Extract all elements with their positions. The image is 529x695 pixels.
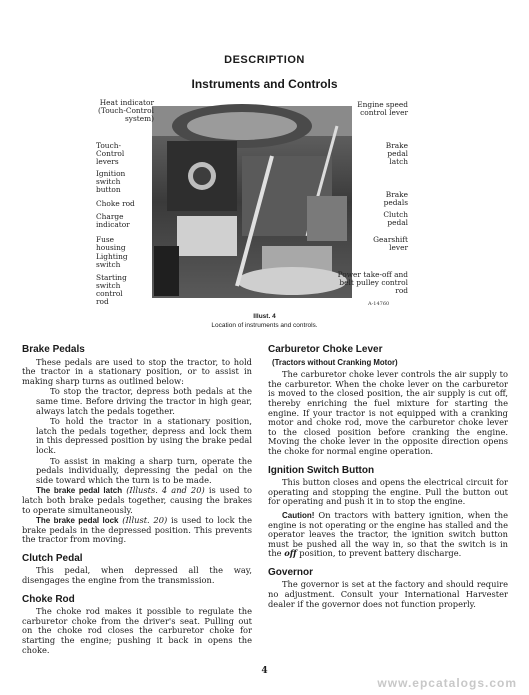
- page-number: 4: [261, 666, 268, 676]
- ignition-switch-heading: Ignition Switch Button: [268, 464, 375, 476]
- callout-fuse-housing: Fuse housing: [96, 235, 126, 252]
- brake-paragraph-4: To assist in making a sharp turn, operate the pedals individually, depressing the pedal on the side toward which the turn is to be made.: [36, 455, 252, 485]
- brake-latch-text: is used to latch both brake pedals together, causing the brakes to operate simultaneously.: [22, 485, 253, 515]
- section-title: Instruments and Controls: [191, 77, 338, 91]
- brake-paragraph-1: These pedals are used to stop the tractor, to hold the tractor in a stationary position, or to assist in making sharp turns as outlined below:: [22, 356, 252, 386]
- callout-lighting-switch: Lighting switch: [96, 252, 128, 269]
- callout-touch-control-levers: Touch-Control levers: [96, 141, 125, 166]
- brake-lock-ref: (Illust. 20): [122, 515, 168, 526]
- carburetor-choke-paragraph: The carburetor choke lever controls the air supply to the carburetor. When the choke lever on the carburetor is moved to the closed position, the air supply is cut off, thereby enriching the fuel mixture for starting the engine. If your tractor is not equipped with a cranking motor and choke rod, move the carburetor choke lever to the closed position before cranking the engine. Moving the choke lever in the opposite direction opens the choke for normal engine operation.: [268, 369, 508, 456]
- clutch-pedal-heading: Clutch Pedal: [22, 552, 83, 564]
- caution-text-2: position, to prevent battery discharge.: [299, 548, 462, 559]
- caution-paragraph: [268, 511, 508, 559]
- choke-rod-heading: Choke Rod: [22, 593, 75, 605]
- caution-off-word: off: [284, 548, 297, 559]
- figure-caption-number: Illust. 4: [253, 313, 276, 320]
- ignition-switch-paragraph: This button closes and opens the electrical circuit for operating and stopping the engine. Pull the button out for operating and push it in to stop the engine.: [268, 477, 508, 507]
- brake-pedals-heading: Brake Pedals: [22, 344, 85, 355]
- brake-latch-ref: (Illusts. 4 and 20): [126, 485, 205, 496]
- brake-lock-paragraph: [22, 516, 252, 545]
- choke-rod-paragraph: The choke rod makes it possible to regulate the carburetor choke from the driver's seat. Pulling out on the choke rod closes the carburetor choke for starting the engine; pushing it back in opens the choke.: [22, 606, 252, 655]
- left-column: [22, 336, 252, 656]
- callout-choke-rod: Choke rod: [96, 199, 135, 208]
- callout-engine-speed: Engine speed control lever: [357, 100, 408, 117]
- carburetor-choke-subheading: (Tractors without Cranking Motor): [272, 357, 398, 367]
- right-column: [268, 336, 508, 610]
- caution-label: Caution!: [282, 510, 315, 520]
- brake-lock-label: The brake pedal lock: [36, 516, 119, 526]
- callout-charge-indicator: Charge indicator: [96, 212, 130, 229]
- figure-ref-number: A-14760: [368, 301, 390, 307]
- governor-paragraph: The governor is set at the factory and should require no adjustment. Consult your International Harvester dealer if the governor does not function properly.: [268, 579, 508, 609]
- brake-lock-text: is used to lock the brake pedals in the depressed position. This prevents the tractor from moving.: [22, 515, 253, 545]
- callout-starting-switch: Starting switch control rod: [96, 273, 127, 306]
- watermark: www.epcatalogs.com: [377, 676, 517, 690]
- callout-brake-pedal-latch: Brake pedal latch: [385, 141, 408, 166]
- callout-gearshift-lever: Gearshift lever: [373, 235, 408, 252]
- clutch-paragraph: This pedal, when depressed all the way, disengages the engine from the transmission.: [22, 565, 252, 586]
- callout-brake-pedals: Brake pedals: [383, 190, 408, 207]
- figure-caption-text: Location of instruments and controls.: [211, 322, 318, 329]
- callout-ignition-switch: Ignition switch button: [96, 169, 126, 194]
- page-title: DESCRIPTION: [224, 54, 305, 66]
- brake-latch-paragraph: [22, 486, 252, 515]
- brake-paragraph-3: To hold the tractor in a stationary position, latch the pedals together, depress and lock them in this depressed position by using the brake pedal lock.: [36, 416, 252, 455]
- callout-pto-control: Power take-off and belt pulley control rod: [337, 270, 408, 295]
- brake-paragraph-2: To stop the tractor, depress both pedals at the same time. Before driving the tractor in high gear, always latch the pedals together.: [36, 386, 252, 416]
- callout-clutch-pedal: Clutch pedal: [383, 210, 408, 227]
- caution-text-1: On tractors with battery ignition, when the engine is not operating or the engine has stalled and the operator leaves the tractor, the ignition switch button must be pushed all the way in, so that the switch is in the: [268, 509, 508, 559]
- callout-heat-indicator: Heat indicator (Touch-Control system): [97, 98, 154, 123]
- governor-heading: Governor: [268, 566, 314, 578]
- brake-latch-label: The brake pedal latch: [36, 486, 123, 496]
- carburetor-choke-heading: Carburetor Choke Lever: [268, 344, 383, 355]
